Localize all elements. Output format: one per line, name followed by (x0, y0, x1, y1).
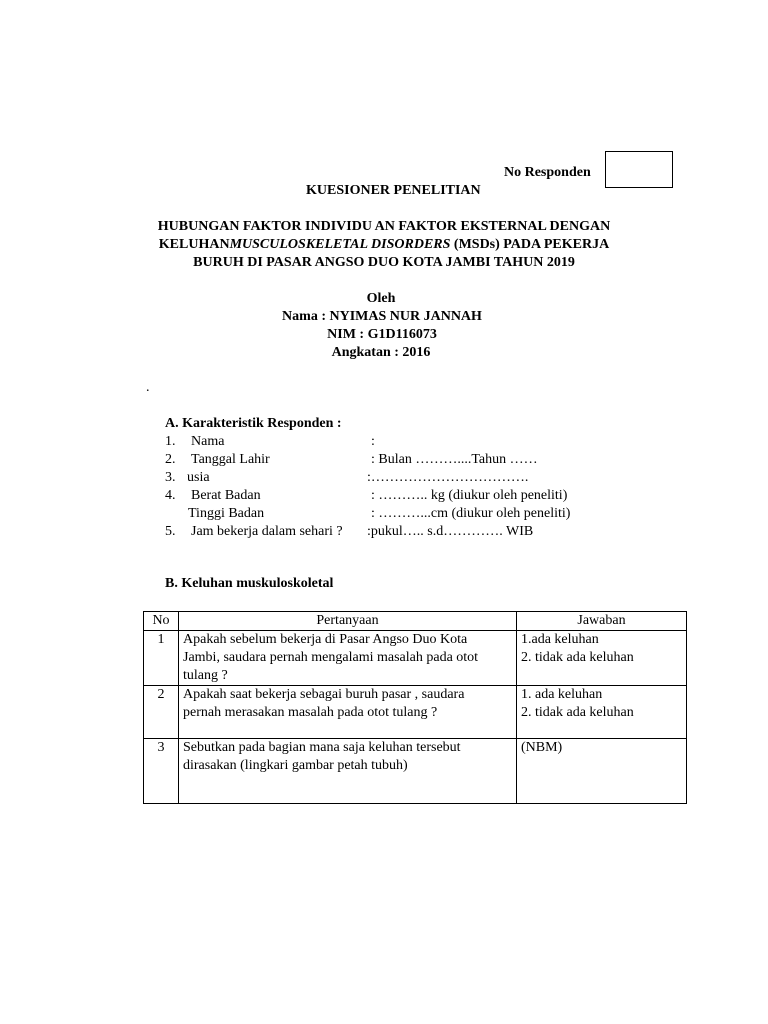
answer-option[interactable]: 2. tidak ada keluhan (521, 705, 634, 720)
question-line: Sebutkan pada bagian mana saja keluhan tersebut (183, 740, 461, 755)
item-value[interactable]: : Bulan ………....Tahun …… (371, 452, 538, 467)
document-title: KUESIONER PENELITIAN (306, 183, 481, 198)
column-header-question: Pertanyaan (179, 612, 517, 631)
subtitle-msd-italic: MUSCULOSKELETAL DISORDERS (229, 237, 451, 252)
author-oleh: Oleh (366, 291, 396, 306)
question-cell (179, 686, 517, 739)
question-line: Jambi, saudara pernah mengalami masalah pada otot (183, 650, 479, 665)
author-name: Nama : NYIMAS NUR JANNAH (282, 309, 482, 324)
question-cell (179, 739, 517, 804)
answer-option[interactable]: 2. tidak ada keluhan (521, 650, 634, 665)
table-row (144, 631, 687, 686)
answer-option[interactable]: 1. ada keluhan (521, 687, 603, 702)
table-header-row (144, 612, 687, 631)
item-label: Berat Badan (191, 488, 261, 503)
item-number: 3. (165, 470, 176, 485)
stray-dot: . (146, 380, 150, 395)
answer-cell[interactable] (517, 631, 687, 686)
question-line: Apakah saat bekerja sebagai buruh pasar , saudara (183, 687, 465, 702)
subtitle-line-1: HUBUNGAN FAKTOR INDIVIDU AN FAKTOR EKSTERNAL DENGAN (157, 219, 611, 234)
subtitle-keluhan: KELUHAN (158, 237, 230, 252)
item-label: usia (187, 470, 210, 485)
item-number: 2. (165, 452, 176, 467)
responden-number-box[interactable] (605, 151, 673, 188)
subtitle-line-3: BURUH DI PASAR ANGSO DUO KOTA JAMBI TAHUN 2019 (193, 255, 575, 270)
question-line: pernah merasakan masalah pada otot tulang ? (183, 705, 438, 720)
question-cell (179, 631, 517, 686)
question-line: Apakah sebelum bekerja di Pasar Angso Duo Kota (183, 632, 468, 647)
row-number: 1 (144, 631, 179, 686)
answer-option[interactable]: 1.ada keluhan (521, 632, 599, 647)
item-value[interactable]: : ………...cm (diukur oleh peneliti) (371, 506, 571, 521)
row-number: 3 (144, 739, 179, 804)
table-row (144, 739, 687, 804)
item-number: 4. (165, 488, 176, 503)
question-line: tulang ? (183, 668, 228, 683)
item-value[interactable]: :……………………………. (367, 470, 529, 485)
subtitle-msds: (MSDs) PADA PEKERJA (450, 237, 610, 252)
table-row (144, 686, 687, 739)
item-value[interactable]: : (371, 434, 375, 449)
question-line: dirasakan (lingkari gambar petah tubuh) (183, 758, 408, 773)
item-value[interactable]: :pukul….. s.d…………. WIB (367, 524, 534, 539)
column-header-answer: Jawaban (517, 612, 687, 631)
answer-option[interactable]: (NBM) (521, 740, 563, 755)
item-number: 1. (165, 434, 176, 449)
responden-label: No Responden (504, 165, 591, 180)
item-value[interactable]: : ……….. kg (diukur oleh peneliti) (371, 488, 568, 503)
section-b-heading: B. Keluhan muskuloskoletal (165, 576, 334, 591)
author-nim: NIM : G1D116073 (327, 327, 437, 342)
item-number: 5. (165, 524, 176, 539)
item-label: Tinggi Badan (188, 506, 265, 521)
complaints-table (143, 611, 687, 804)
column-header-no: No (144, 612, 179, 631)
row-number: 2 (144, 686, 179, 739)
section-a-heading: A. Karakteristik Responden : (165, 416, 342, 431)
item-label: Nama (191, 434, 225, 449)
item-label: Jam bekerja dalam sehari ? (191, 524, 343, 539)
answer-cell[interactable] (517, 739, 687, 804)
author-angkatan: Angkatan : 2016 (331, 345, 431, 360)
answer-cell[interactable] (517, 686, 687, 739)
subtitle-line-2 (0, 236, 768, 254)
item-label: Tanggal Lahir (191, 452, 270, 467)
